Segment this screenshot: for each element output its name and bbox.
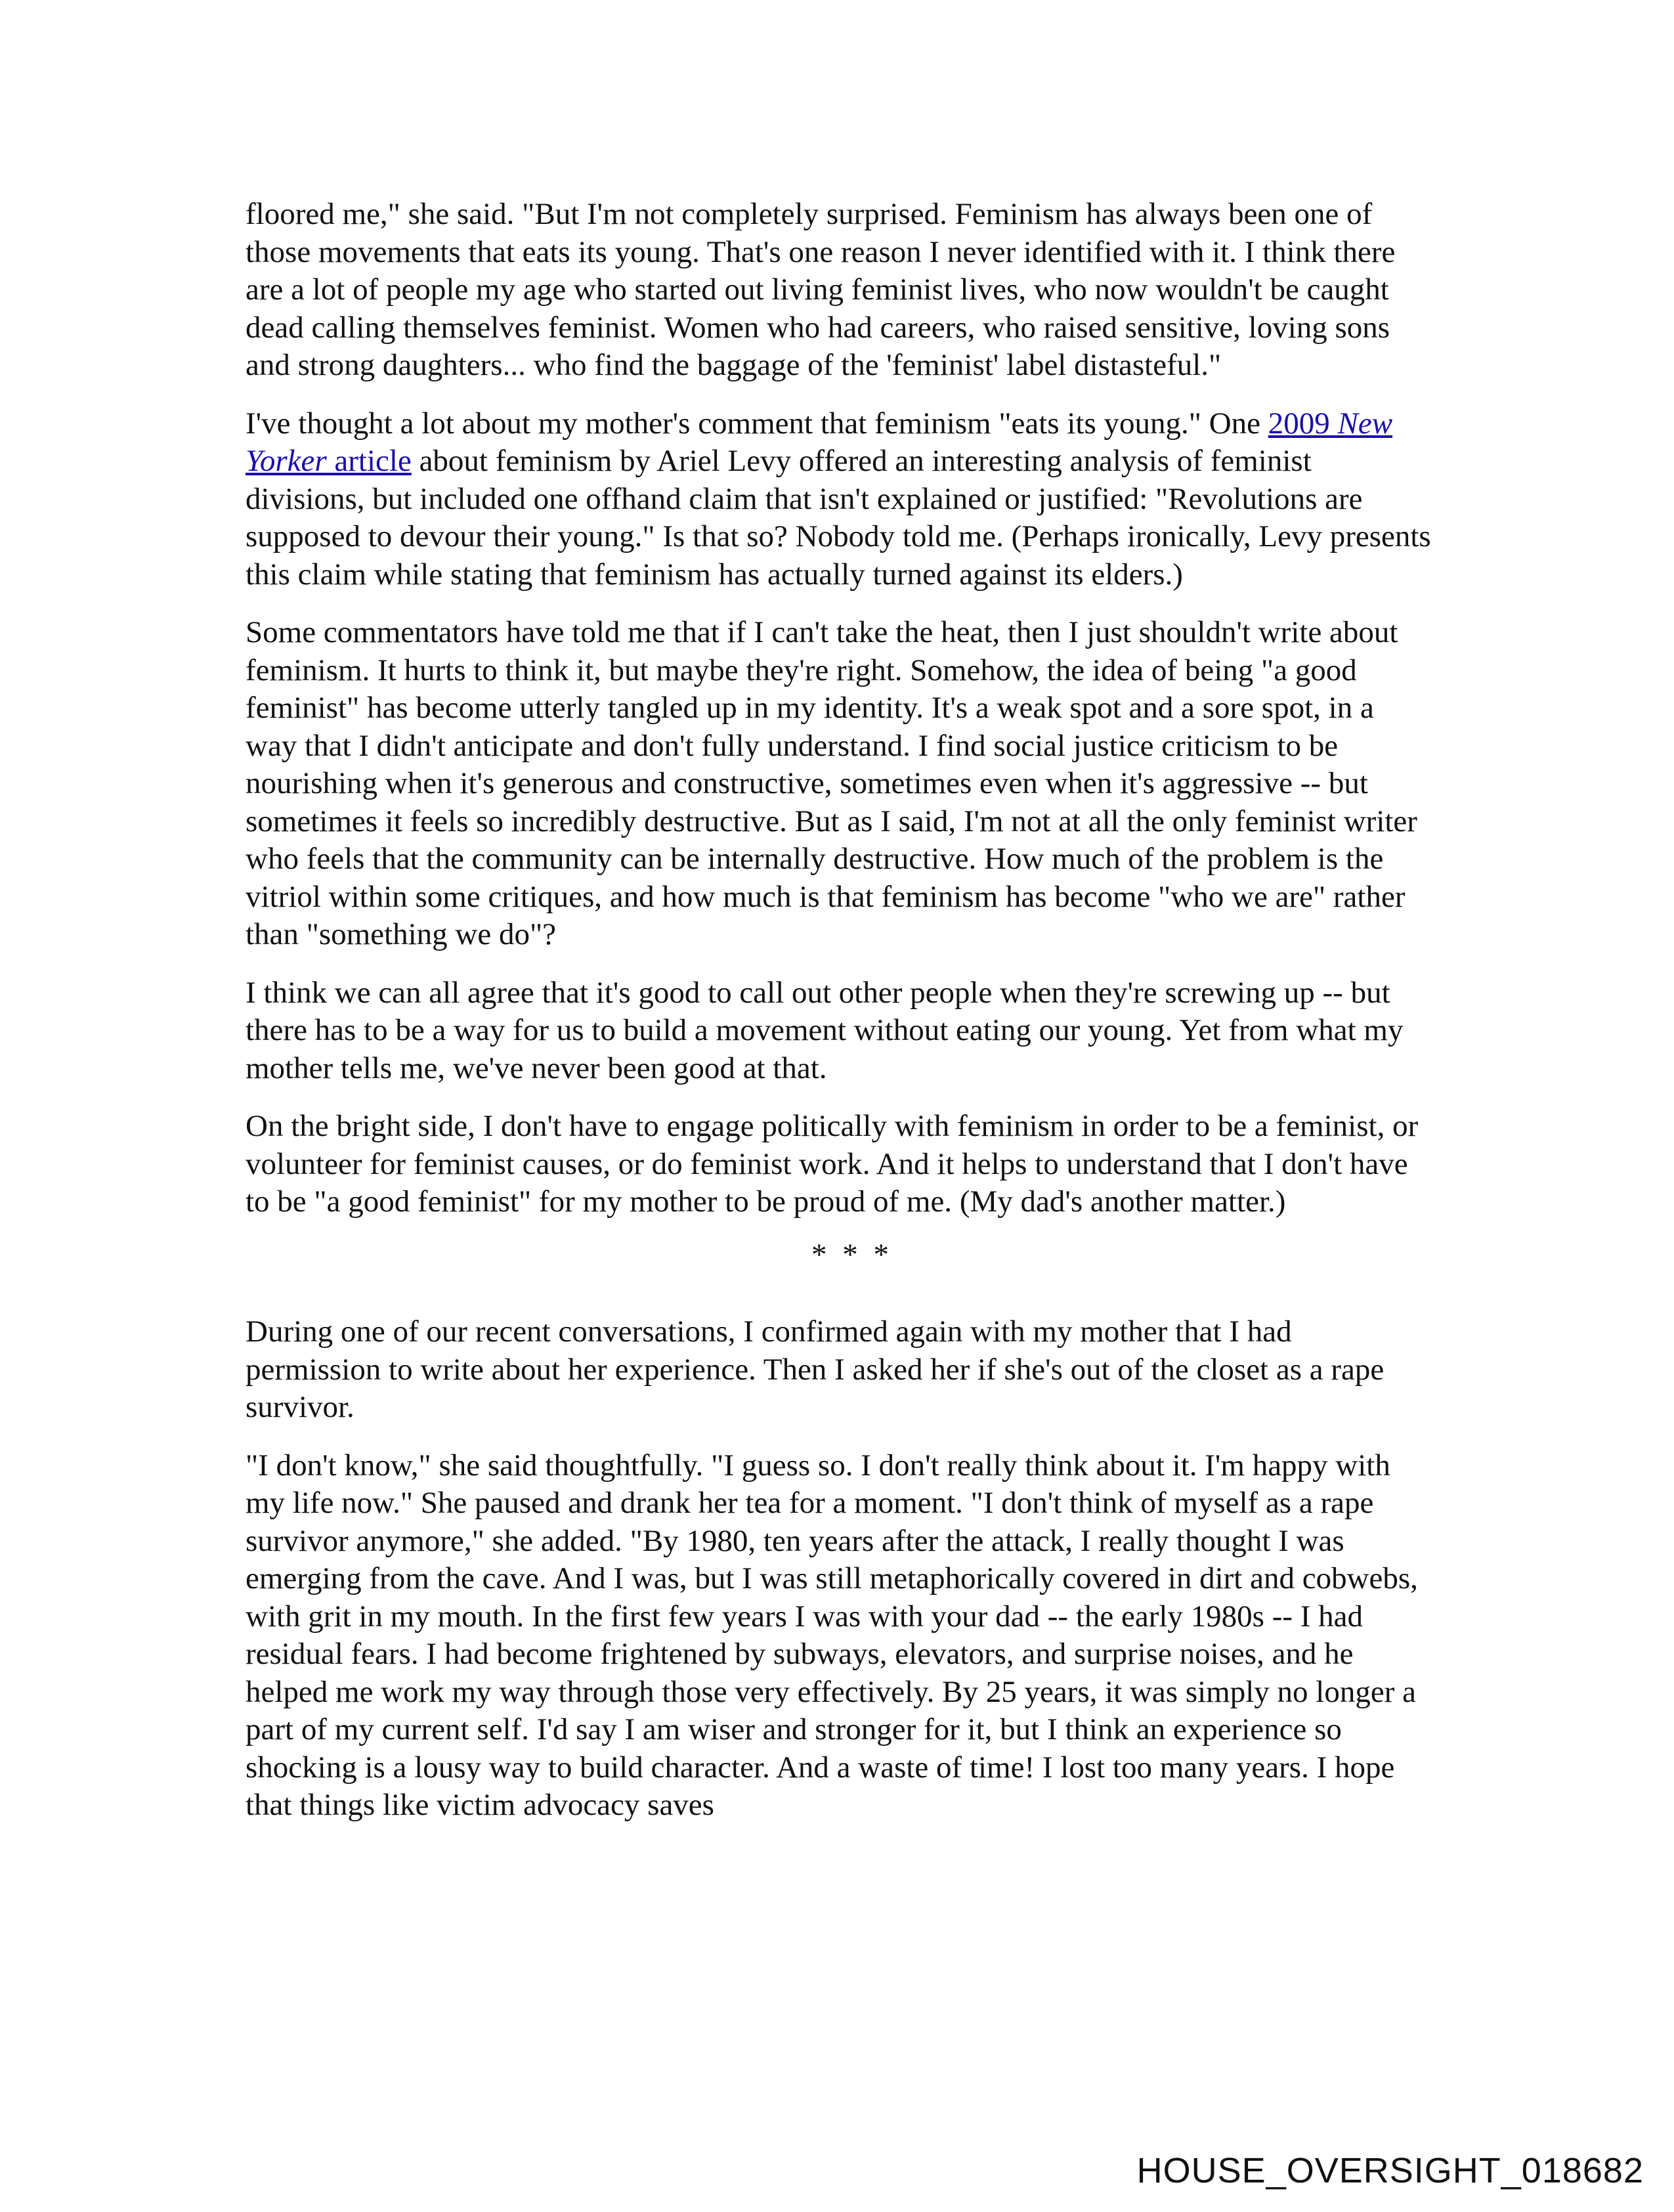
paragraph-text: I've thought a lot about my mother's comment that feminism "eats its young." One <box>246 406 1268 441</box>
paragraph-commentators: Some commentators have told me that if I can't take the heat, then I just shouldn't write about feminism. It hurts to think it, but maybe they're right. Somehow, the idea of being "a good feminist" has become utterly tangled up in my identity. It's a weak spot and a sore spot, in a way that I didn't anticipate and don't fully understand. I find social justice criticism to be nourishing when it's generous and constructive, sometimes even when it's aggressive -- but sometimes it feels so incredibly destructive. But as I said, I'm not at all the only feminist writer who feels that the community can be internally destructive. How much of the problem is the vitriol within some critiques, and how much is that feminism has become "who we are" rather than "something we do"? <box>246 615 1417 951</box>
link-text: article <box>326 444 412 478</box>
link-publication: New Yorker <box>246 406 1393 478</box>
paragraph-text: about feminism by Ariel Levy offered an interesting analysis of feminist divisions, but included one offhand claim that isn't explained or justified: "Revolutions are supposed to devour their young." Is that so? Nobody told me. (Perhaps ironically, Levy presents this claim while stating that feminism has actually turned against its elders.) <box>246 444 1431 592</box>
paragraph-eats-its-young <box>246 405 1432 594</box>
bates-number: HOUSE_OVERSIGHT_018682 <box>1136 2151 1644 2190</box>
paragraph-survivor-quote: "I don't know," she said thoughtfully. "I guess so. I don't really think about it. I'm happy with my life now." She paused and drank her tea for a moment. "I don't think of myself as a rape survivor anymore," she added. "By 1980, ten years after the attack, I really thought I was emerging from the cave. And I was, but I was still metaphorically covered in dirt and cobwebs, with grit in my mouth. In the first few years I was with your dad -- the early 1980s -- I had residual fears. I had become frightened by subways, elevators, and surprise noises, and he helped me work my way through those very effectively. By 25 years, it was simply no longer a part of my current self. I'd say I am wiser and stronger for it, but I think an experience so shocking is a lousy way to build character. And a waste of time! I lost too many years. I hope that things like victim advocacy saves <box>246 1448 1418 1822</box>
document-body <box>246 196 1432 1845</box>
link-year: 2009 <box>1268 406 1338 441</box>
paragraph-recent-conversation: During one of our recent conversations, I confirmed again with my mother that I had permission to write about her experience. Then I asked her if she's out of the closet as a rape survivor. <box>246 1314 1384 1424</box>
paragraph-bright-side: On the bright side, I don't have to engage politically with feminism in order to be a feminist, or volunteer for feminist causes, or do feminist work. And it helps to understand that I don't have to be "a good feminist" for my mother to be proud of me. (My dad's another matter.) <box>246 1109 1419 1219</box>
paragraph-call-out: I think we can all agree that it's good to call out other people when they're screwing up -- but there has to be a way for us to build a movement without eating our young. Yet from what my mother tells me, we've never been good at that. <box>246 975 1404 1085</box>
paragraph-mother-quote: floored me," she said. "But I'm not completely surprised. Feminism has always been one of those movements that eats its young. That's one reason I never identified with it. I think there are a lot of people my age who started out living feminist lives, who now wouldn't be caught dead calling themselves feminist. Women who had careers, who raised sensitive, loving sons and strong daughters... who find the baggage of the 'feminist' label distasteful." <box>246 197 1396 382</box>
section-break: * * * <box>811 1237 893 1272</box>
